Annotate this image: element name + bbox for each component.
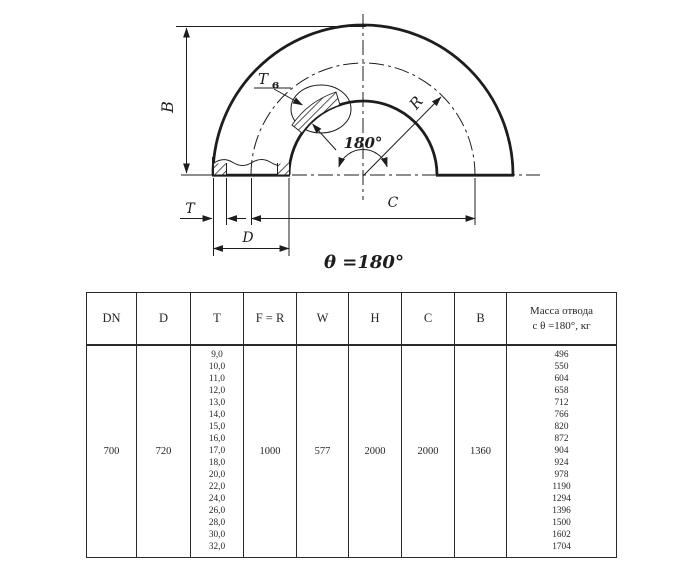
- dim-d-label: D: [242, 230, 254, 246]
- value-line: 14,0: [208, 409, 226, 420]
- value-line: 32,0: [208, 542, 226, 553]
- header-t: T: [191, 293, 244, 346]
- cell-t-values: [191, 346, 244, 557]
- value-line: 18,0: [208, 457, 226, 468]
- value-line: 13,0: [208, 397, 226, 408]
- value-line: 712: [554, 397, 569, 408]
- value-line: 978: [554, 469, 569, 480]
- cell-c: 2000: [402, 346, 455, 557]
- value-line: 1500: [552, 518, 571, 529]
- header-b: B: [455, 293, 507, 346]
- cell-h: 2000: [349, 346, 402, 557]
- value-line: 20,0: [208, 469, 226, 480]
- value-line: 1396: [552, 506, 571, 517]
- dim-c-label: C: [387, 195, 399, 211]
- header-fr: F = R: [244, 293, 297, 346]
- angle-label: 180°: [343, 134, 383, 152]
- wall-inner-arrow: [313, 124, 337, 150]
- value-line: 1294: [552, 494, 571, 505]
- header-d: D: [137, 293, 191, 346]
- wall-band-hatch: [292, 92, 340, 133]
- value-line: 1602: [552, 530, 571, 541]
- value-line: 766: [554, 409, 569, 420]
- value-line: 17,0: [208, 445, 226, 456]
- value-line: 12,0: [208, 385, 226, 396]
- dim-b-label: B: [158, 101, 177, 113]
- value-line: 872: [554, 433, 569, 444]
- value-line: 496: [554, 349, 569, 360]
- dim-t-label: T: [185, 201, 195, 217]
- wall-hatch-left: [214, 164, 226, 175]
- value-line: 24,0: [208, 494, 226, 505]
- value-line: 924: [554, 457, 569, 468]
- header-mass-line1: Масса отвода: [529, 304, 594, 317]
- wall-hatch-right: [278, 164, 289, 175]
- value-line: 22,0: [208, 482, 226, 493]
- value-line: 28,0: [208, 518, 226, 529]
- header-w: W: [297, 293, 349, 346]
- value-line: 15,0: [208, 421, 226, 432]
- value-line: 1190: [552, 482, 571, 493]
- cell-w: 577: [297, 346, 349, 557]
- wall-thickness-label: T: [258, 70, 269, 88]
- header-h: H: [349, 293, 402, 346]
- value-line: 9,0: [211, 349, 223, 360]
- cell-b: 1360: [455, 346, 507, 557]
- theta-equation-label: θ =180°: [324, 252, 404, 273]
- dim-r-label: R: [405, 92, 427, 113]
- header-mass-line2: с θ =180°, кг: [532, 319, 591, 332]
- value-line: 550: [554, 361, 569, 372]
- value-line: 16,0: [208, 433, 226, 444]
- value-line: 604: [554, 373, 569, 384]
- cell-fr: 1000: [244, 346, 297, 557]
- cell-mass-values: [507, 346, 616, 557]
- wall-thickness-label-sub: в: [272, 78, 280, 91]
- header-c: C: [402, 293, 455, 346]
- value-line: 1704: [552, 542, 571, 553]
- value-line: 658: [554, 385, 569, 396]
- header-dn: DN: [87, 293, 137, 346]
- value-line: 820: [554, 421, 569, 432]
- cell-d: 720: [137, 346, 191, 557]
- value-line: 10,0: [208, 361, 226, 372]
- spec-table: [86, 292, 617, 558]
- value-line: 26,0: [208, 506, 226, 517]
- value-line: 11,0: [209, 373, 225, 384]
- wall-detail-group: [254, 85, 351, 150]
- wall-leader-arrow: [274, 89, 303, 105]
- value-line: 30,0: [208, 530, 226, 541]
- bottom-dims-group: [180, 178, 475, 256]
- value-line: 904: [554, 445, 569, 456]
- header-mass: [507, 293, 616, 346]
- cell-dn: 700: [87, 346, 137, 557]
